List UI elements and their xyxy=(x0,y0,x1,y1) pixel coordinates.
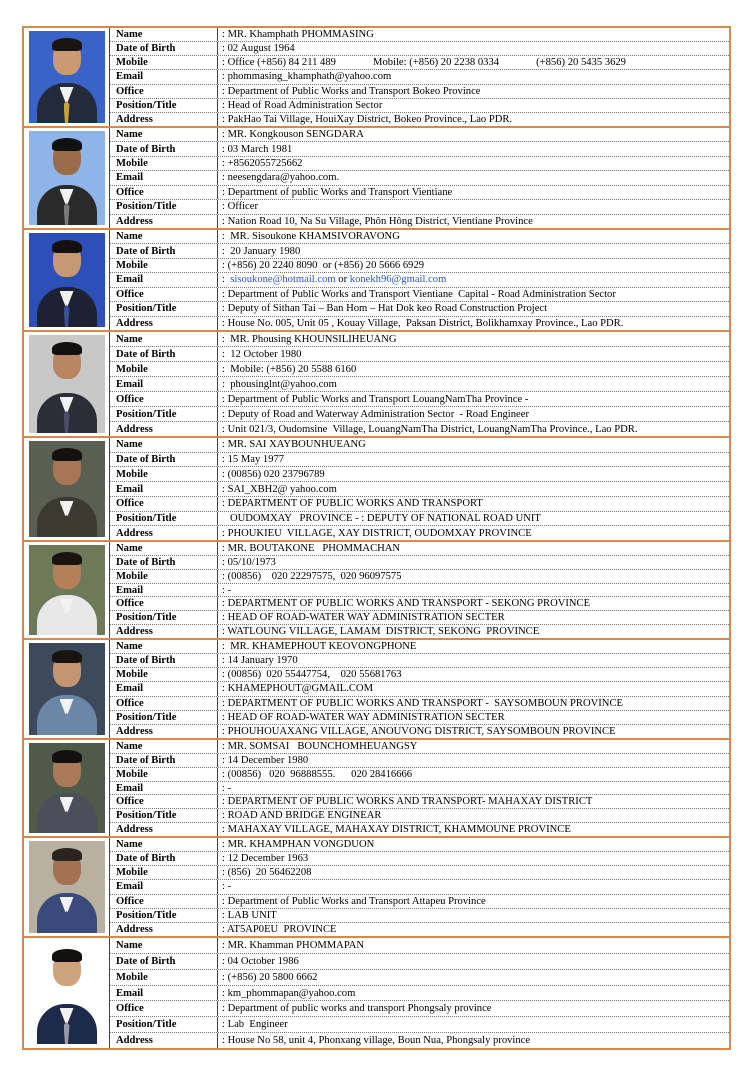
mobile-row xyxy=(110,970,729,986)
office-value: : Department of Public Works and Transport Attapeu Province xyxy=(222,895,486,907)
office-value: : DEPARTMENT OF PUBLIC WORKS AND TRANSPORT - SEKONG PROVINCE xyxy=(222,598,591,610)
mobile-label: Mobile xyxy=(110,157,218,170)
mobile-label: Mobile xyxy=(110,259,218,272)
date-of-birth-value: : 02 August 1964 xyxy=(222,43,295,55)
office-row xyxy=(110,895,729,909)
address-row xyxy=(110,725,729,738)
mobile-value: : (00856) 020 96888555. 020 28416666 xyxy=(222,768,413,780)
mobile-label: Mobile xyxy=(110,768,218,781)
position-title-value: : Head of Road Administration Sector xyxy=(222,99,383,111)
office-row xyxy=(110,597,729,611)
date-of-birth-label: Date of Birth xyxy=(110,453,218,467)
office-label: Office xyxy=(110,895,218,908)
position-title-row xyxy=(110,711,729,725)
position-title-row xyxy=(110,200,729,214)
address-value: : House No 58, unit 4, Phonxang village, Boun Nua, Phongsaly province xyxy=(222,1035,531,1047)
office-row xyxy=(110,1001,729,1017)
portrait-photo xyxy=(29,942,105,1044)
date-of-birth-row xyxy=(110,852,729,866)
name-label: Name xyxy=(110,542,218,555)
position-title-value: : ROAD AND BRIDGE ENGINEAR xyxy=(222,810,382,822)
mobile-value: : (+856) 20 5800 6662 xyxy=(222,971,318,983)
name-label: Name xyxy=(110,640,218,653)
email-row xyxy=(110,584,729,598)
person-record xyxy=(24,838,729,938)
office-row xyxy=(110,795,729,809)
email-label: Email xyxy=(110,171,218,184)
email-value: : phommasing_khamphath@yahoo.com xyxy=(222,71,392,83)
office-row xyxy=(110,288,729,302)
position-title-row xyxy=(110,809,729,823)
address-value: : Unit 021/3, Oudomsine Village, LouangNamTha District, LouangNamTha Province., Lao PDR. xyxy=(222,423,638,435)
office-value: : DEPARTMENT OF PUBLIC WORKS AND TRANSPORT- MAHAXAY DISTRICT xyxy=(222,796,593,808)
mobile-label: Mobile xyxy=(110,668,218,681)
email-separator: or xyxy=(335,274,350,286)
email-label: Email xyxy=(110,782,218,795)
position-title-row xyxy=(110,611,729,625)
position-title-value: : Officer xyxy=(222,201,258,213)
office-row xyxy=(110,85,729,99)
office-label: Office xyxy=(110,85,218,98)
email-value: : neesengdara@yahoo.com. xyxy=(222,172,340,184)
address-label: Address xyxy=(110,725,218,738)
mobile-row xyxy=(110,157,729,171)
address-row xyxy=(110,526,729,540)
office-label: Office xyxy=(110,186,218,199)
photo-cell xyxy=(24,938,110,1048)
address-value: : PakHao Tai Village, HouiXay District, Bokeo Province., Lao PDR. xyxy=(222,113,513,125)
address-value: : PHOUKIEU VILLAGE, XAY DISTRICT, OUDOMXAY PROVINCE xyxy=(222,527,532,539)
email-row xyxy=(110,273,729,287)
email-label: Email xyxy=(110,682,218,695)
photo-cell xyxy=(24,230,110,330)
mobile-label: Mobile xyxy=(110,866,218,879)
office-label: Office xyxy=(110,392,218,406)
position-title-row xyxy=(110,302,729,316)
mobile-value: : Mobile: (+856) 20 5588 6160 xyxy=(222,363,357,375)
date-of-birth-label: Date of Birth xyxy=(110,244,218,257)
position-title-value: : Deputy of Road and Waterway Administration Sector - Road Engineer xyxy=(222,408,529,420)
email-row xyxy=(110,377,729,392)
office-value: : DEPARTMENT OF PUBLIC WORKS AND TRANSPORT xyxy=(222,498,483,510)
office-row xyxy=(110,697,729,711)
position-title-label: Position/Title xyxy=(110,1017,218,1032)
date-of-birth-row xyxy=(110,347,729,362)
office-value: : DEPARTMENT OF PUBLIC WORKS AND TRANSPORT - SAYSOMBOUN PROVINCE xyxy=(222,697,623,709)
office-row xyxy=(110,186,729,200)
address-label: Address xyxy=(110,823,218,836)
mobile-row xyxy=(110,259,729,273)
email-value: : SAI_XBH2@ yahoo.com xyxy=(222,483,337,495)
mobile-label: Mobile xyxy=(110,570,218,583)
office-value: : Department of Public Works and Transport LouangNamTha Province - xyxy=(222,393,529,405)
email-link[interactable]: konekh96@gmail.com xyxy=(349,274,447,286)
position-title-label: Position/Title xyxy=(110,611,218,624)
date-of-birth-value: : 14 December 1980 xyxy=(222,754,309,766)
date-of-birth-row xyxy=(110,954,729,970)
name-value: : MR. Khamphath PHOMMASING xyxy=(222,29,374,41)
person-record xyxy=(24,542,729,640)
address-label: Address xyxy=(110,625,218,638)
email-label: Email xyxy=(110,482,218,496)
position-title-label: Position/Title xyxy=(110,512,218,526)
address-row xyxy=(110,923,729,936)
office-value: : Department of public works and transport Phongsaly province xyxy=(222,1003,492,1015)
address-label: Address xyxy=(110,526,218,540)
office-label: Office xyxy=(110,795,218,808)
name-row xyxy=(110,740,729,754)
portrait-photo xyxy=(29,131,105,225)
mobile-label: Mobile xyxy=(110,362,218,376)
position-title-value: OUDOMXAY PROVINCE - : DEPUTY OF NATIONAL ROAD UNIT xyxy=(222,512,541,524)
address-row xyxy=(110,1033,729,1048)
date-of-birth-label: Date of Birth xyxy=(110,852,218,865)
office-row xyxy=(110,392,729,407)
name-value: : MR. Sisoukone KHAMSIVORAVONG xyxy=(222,231,400,243)
position-title-label: Position/Title xyxy=(110,407,218,421)
email-row xyxy=(110,880,729,894)
position-title-row xyxy=(110,1017,729,1033)
address-label: Address xyxy=(110,1033,218,1048)
email-row xyxy=(110,986,729,1002)
photo-cell xyxy=(24,128,110,228)
person-record xyxy=(24,640,729,740)
office-value: : Department of Public Works and Transport Vientiane Capital - Road Administration Sector xyxy=(222,288,616,300)
date-of-birth-label: Date of Birth xyxy=(110,556,218,569)
mobile-row xyxy=(110,362,729,377)
position-title-label: Position/Title xyxy=(110,200,218,213)
name-label: Name xyxy=(110,938,218,953)
date-of-birth-label: Date of Birth xyxy=(110,754,218,767)
date-of-birth-label: Date of Birth xyxy=(110,654,218,667)
email-row xyxy=(110,70,729,84)
position-title-value: : HEAD OF ROAD-WATER WAY ADMINISTRATION SECTER xyxy=(222,711,505,723)
position-title-label: Position/Title xyxy=(110,909,218,922)
date-of-birth-row xyxy=(110,142,729,156)
email-label: Email xyxy=(110,273,218,286)
person-record xyxy=(24,28,729,128)
name-label: Name xyxy=(110,740,218,753)
name-row xyxy=(110,938,729,954)
date-of-birth-value: : 04 October 1986 xyxy=(222,955,299,967)
address-row xyxy=(110,317,729,330)
name-row xyxy=(110,332,729,347)
date-of-birth-row xyxy=(110,453,729,468)
date-of-birth-label: Date of Birth xyxy=(110,42,218,55)
mobile-value: : +8562055725662 xyxy=(222,158,303,170)
address-label: Address xyxy=(110,923,218,936)
name-row xyxy=(110,640,729,654)
email-label: Email xyxy=(110,986,218,1001)
address-label: Address xyxy=(110,422,218,436)
mobile-value: : (+856) 20 2240 8090 or (+856) 20 5666 6929 xyxy=(222,260,425,272)
mobile-value: : (00856) 020 55447754, 020 55681763 xyxy=(222,669,402,681)
position-title-label: Position/Title xyxy=(110,302,218,315)
address-label: Address xyxy=(110,113,218,126)
email-label: Email xyxy=(110,70,218,83)
portrait-photo xyxy=(29,841,105,933)
address-value: : AT5AP0EU PROVINCE xyxy=(222,923,337,935)
position-title-value: : HEAD OF ROAD-WATER WAY ADMINISTRATION SECTER xyxy=(222,612,505,624)
person-record xyxy=(24,332,729,438)
address-row xyxy=(110,113,729,126)
mobile-row xyxy=(110,56,729,70)
mobile-label: Mobile xyxy=(110,970,218,985)
email-row xyxy=(110,682,729,696)
date-of-birth-value: : 14 January 1970 xyxy=(222,655,298,667)
date-of-birth-label: Date of Birth xyxy=(110,142,218,155)
address-label: Address xyxy=(110,215,218,228)
name-value: : MR. SOMSAI BOUNCHOMHEUANGSY xyxy=(222,740,418,752)
address-value: : House No. 005, Unit 05 , Kouay Village, Paksan District, Bolikhamxay Province., Lao PDR. xyxy=(222,317,624,329)
date-of-birth-label: Date of Birth xyxy=(110,954,218,969)
date-of-birth-value: : 20 January 1980 xyxy=(222,245,301,257)
date-of-birth-value: : 12 December 1963 xyxy=(222,853,309,865)
photo-cell xyxy=(24,640,110,738)
name-label: Name xyxy=(110,332,218,346)
email-value xyxy=(218,273,729,286)
position-title-value: : Lab Engineer xyxy=(222,1019,288,1031)
name-label: Name xyxy=(110,230,218,243)
name-value: : MR. Kongkouson SENGDARA xyxy=(222,129,364,141)
office-label: Office xyxy=(110,597,218,610)
position-title-label: Position/Title xyxy=(110,809,218,822)
date-of-birth-row xyxy=(110,654,729,668)
photo-cell xyxy=(24,438,110,540)
mobile-row xyxy=(110,467,729,482)
office-label: Office xyxy=(110,288,218,301)
email-value: : - xyxy=(222,782,232,794)
name-row xyxy=(110,438,729,453)
email-value: : phousinglnt@yahoo.com xyxy=(222,378,337,390)
email-label: Email xyxy=(110,584,218,597)
email-prefix: : xyxy=(222,274,231,286)
position-title-row xyxy=(110,512,729,527)
address-value: : MAHAXAY VILLAGE, MAHAXAY DISTRICT, KHAMMOUNE PROVINCE xyxy=(222,824,571,836)
date-of-birth-row xyxy=(110,244,729,258)
photo-cell xyxy=(24,740,110,836)
portrait-photo xyxy=(29,545,105,635)
date-of-birth-row xyxy=(110,42,729,56)
position-title-value: : LAB UNIT xyxy=(222,909,277,921)
date-of-birth-label: Date of Birth xyxy=(110,347,218,361)
person-record xyxy=(24,230,729,332)
office-label: Office xyxy=(110,1001,218,1016)
photo-cell xyxy=(24,332,110,436)
staff-contact-sheet xyxy=(22,26,731,1050)
mobile-value: : (856) 20 56462208 xyxy=(222,867,312,879)
mobile-value: : (00856) 020 22297575, 020 96097575 xyxy=(222,570,402,582)
date-of-birth-value: : 03 March 1981 xyxy=(222,143,293,155)
date-of-birth-value: : 15 May 1977 xyxy=(222,454,285,466)
name-value: : MR. Phousing KHOUNSILIHEUANG xyxy=(222,333,397,345)
email-label: Email xyxy=(110,880,218,893)
name-value: : MR. KHAMPHAN VONGDUON xyxy=(222,839,375,851)
office-value: : Department of Public Works and Transport Bokeo Province xyxy=(222,85,481,97)
address-value: : PHOUHOUAXANG VILLAGE, ANOUVONG DISTRICT, SAYSOMBOUN PROVINCE xyxy=(222,725,616,737)
person-record xyxy=(24,740,729,838)
address-row xyxy=(110,823,729,836)
email-label: Email xyxy=(110,377,218,391)
mobile-label: Mobile xyxy=(110,56,218,69)
photo-cell xyxy=(24,542,110,638)
email-value: : - xyxy=(222,881,232,893)
photo-cell xyxy=(24,28,110,126)
person-record xyxy=(24,128,729,230)
office-row xyxy=(110,497,729,512)
date-of-birth-value: : 12 October 1980 xyxy=(222,348,302,360)
photo-cell xyxy=(24,838,110,936)
mobile-row xyxy=(110,668,729,682)
address-value: : WATLOUNG VILLAGE, LAMAM DISTRICT, SEKONG PROVINCE xyxy=(222,626,540,638)
email-row xyxy=(110,171,729,185)
mobile-value: : Office (+856) 84 211 489 Mobile: (+856) 20 2238 0334 (+856) 20 5435 3629 xyxy=(222,57,626,69)
person-record xyxy=(24,938,729,1048)
email-row xyxy=(110,782,729,796)
name-label: Name xyxy=(110,438,218,452)
portrait-photo xyxy=(29,233,105,327)
portrait-photo xyxy=(29,335,105,433)
portrait-photo xyxy=(29,441,105,537)
address-label: Address xyxy=(110,317,218,330)
office-value: : Department of public Works and Transport Vientiane xyxy=(222,186,453,198)
mobile-row xyxy=(110,570,729,584)
date-of-birth-row xyxy=(110,754,729,768)
position-title-label: Position/Title xyxy=(110,99,218,112)
name-row xyxy=(110,230,729,244)
address-row xyxy=(110,422,729,436)
name-value: : MR. SAI XAYBOUNHUEANG xyxy=(222,439,366,451)
email-value: : - xyxy=(222,584,232,596)
mobile-row xyxy=(110,866,729,880)
position-title-value: : Deputy of Sithan Tai – Ban Hom – Hat Dok keo Road Construction Project xyxy=(222,303,548,315)
name-row xyxy=(110,838,729,852)
email-value: : KHAMEPHOUT@GMAIL.COM xyxy=(222,683,374,695)
name-value: : MR. KHAMEPHOUT KEOVONGPHONE xyxy=(222,641,417,653)
portrait-photo xyxy=(29,743,105,833)
address-row xyxy=(110,215,729,228)
date-of-birth-value: : 05/10/1973 xyxy=(222,556,276,568)
date-of-birth-row xyxy=(110,556,729,570)
mobile-label: Mobile xyxy=(110,467,218,481)
person-record xyxy=(24,438,729,542)
position-title-row xyxy=(110,407,729,422)
name-row xyxy=(110,128,729,142)
position-title-row xyxy=(110,909,729,923)
portrait-photo xyxy=(29,31,105,123)
name-label: Name xyxy=(110,838,218,851)
name-value: : MR. BOUTAKONE PHOMMACHAN xyxy=(222,542,401,554)
office-label: Office xyxy=(110,497,218,511)
office-label: Office xyxy=(110,697,218,710)
email-row xyxy=(110,482,729,497)
position-title-row xyxy=(110,99,729,113)
name-value: : MR. Khamman PHOMMAPAN xyxy=(222,939,365,951)
address-row xyxy=(110,625,729,638)
portrait-photo xyxy=(29,643,105,735)
name-row xyxy=(110,542,729,556)
name-label: Name xyxy=(110,128,218,141)
name-row xyxy=(110,28,729,42)
email-link[interactable]: sisoukone@hotmail.com xyxy=(230,274,336,286)
mobile-value: : (00856) 020 23796789 xyxy=(222,468,325,480)
address-value: : Nation Road 10, Na Su Village, Phôn Hông District, Vientiane Province xyxy=(222,215,533,227)
email-value: : km_phommapan@yahoo.com xyxy=(222,987,356,999)
position-title-label: Position/Title xyxy=(110,711,218,724)
name-label: Name xyxy=(110,28,218,41)
mobile-row xyxy=(110,768,729,782)
